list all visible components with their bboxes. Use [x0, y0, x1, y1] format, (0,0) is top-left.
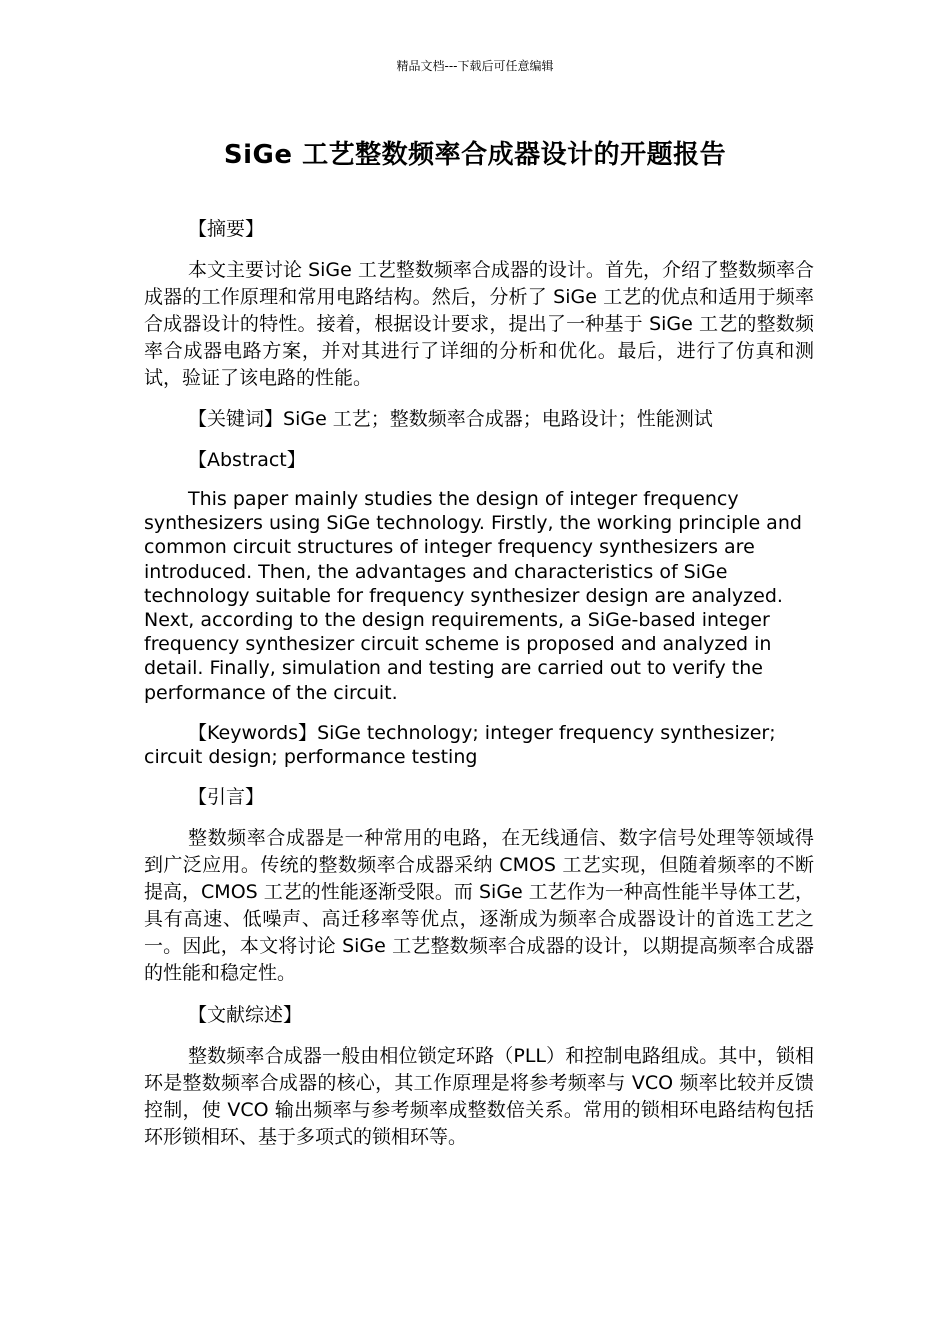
keywords-cn-text: SiGe 工艺；整数频率合成器；电路设计；性能测试 — [283, 408, 713, 430]
intro-heading: 【引言】 — [188, 786, 265, 809]
document-title: SiGe 工艺整数频率合成器设计的开题报告 — [223, 140, 727, 170]
keywords-en-label: 【Keywords】 — [188, 721, 318, 744]
page-header-note: 精品文档---下载后可任意编辑 — [396, 59, 554, 73]
keywords-en-text: SiGe technology; integer frequency synthesizer; circuit design; performance testing — [144, 721, 776, 769]
review-paragraph: 整数频率合成器一般由相位锁定环路（PLL）和控制电路组成。其中，锁相环是整数频率合成器的核心，其工作原理是将参考频率与 VCO 频率比较并反馈控制，使 VCO 输出频率与参考频率成整数倍关系。常用的锁相环电路结构包括环形锁相环、基于多项式的锁相环等。 — [144, 1045, 814, 1149]
keywords-en — [144, 721, 814, 769]
abstract-en-paragraph: This paper mainly studies the design of integer frequency synthesizers using SiGe technology. Firstly, the working principle and common circuit structures of integer frequency synthesizers are introduced. Then, the advantages and characteristics of SiGe technology suitable for frequency synthesizer design are analyzed. Next, according to the design requirements, a SiGe-based integer frequency synthesizer circuit scheme is proposed and analyzed in detail. Finally, simulation and testing are carried out to verify the performance of the circuit. — [144, 488, 802, 704]
abstract-cn-heading: 【摘要】 — [188, 218, 265, 240]
abstract-en-heading: 【Abstract】 — [188, 449, 306, 471]
keywords-cn-label: 【关键词】 — [188, 408, 284, 430]
review-heading: 【文献综述】 — [188, 1004, 303, 1027]
document-body — [144, 216, 814, 1151]
intro-paragraph: 整数频率合成器是一种常用的电路，在无线通信、数字信号处理等领域得到广泛应用。传统的整数频率合成器采纳 CMOS 工艺实现，但随着频率的不断提高，CMOS 工艺的性能逐渐受限。而 SiGe 工艺作为一种高性能半导体工艺，具有高速、低噪声、高迁移率等优点，逐渐成为频率合成器设计的首选工艺之一。因此，本文将讨论 SiGe 工艺整数频率合成器的设计，以期提高频率合成器的性能和稳定性。 — [144, 827, 814, 985]
abstract-cn-paragraph: 本文主要讨论 SiGe 工艺整数频率合成器的设计。首先，介绍了整数频率合成器的工作原理和常用电路结构。然后，分析了 SiGe 工艺的优点和适用于频率合成器设计的特性。接着，根据设计要求，提出了一种基于 SiGe 工艺的整数频率合成器电路方案，并对其进行了详细的分析和优化。最后，进行了仿真和测试，验证了该电路的性能。 — [144, 259, 814, 389]
keywords-cn — [144, 406, 814, 433]
